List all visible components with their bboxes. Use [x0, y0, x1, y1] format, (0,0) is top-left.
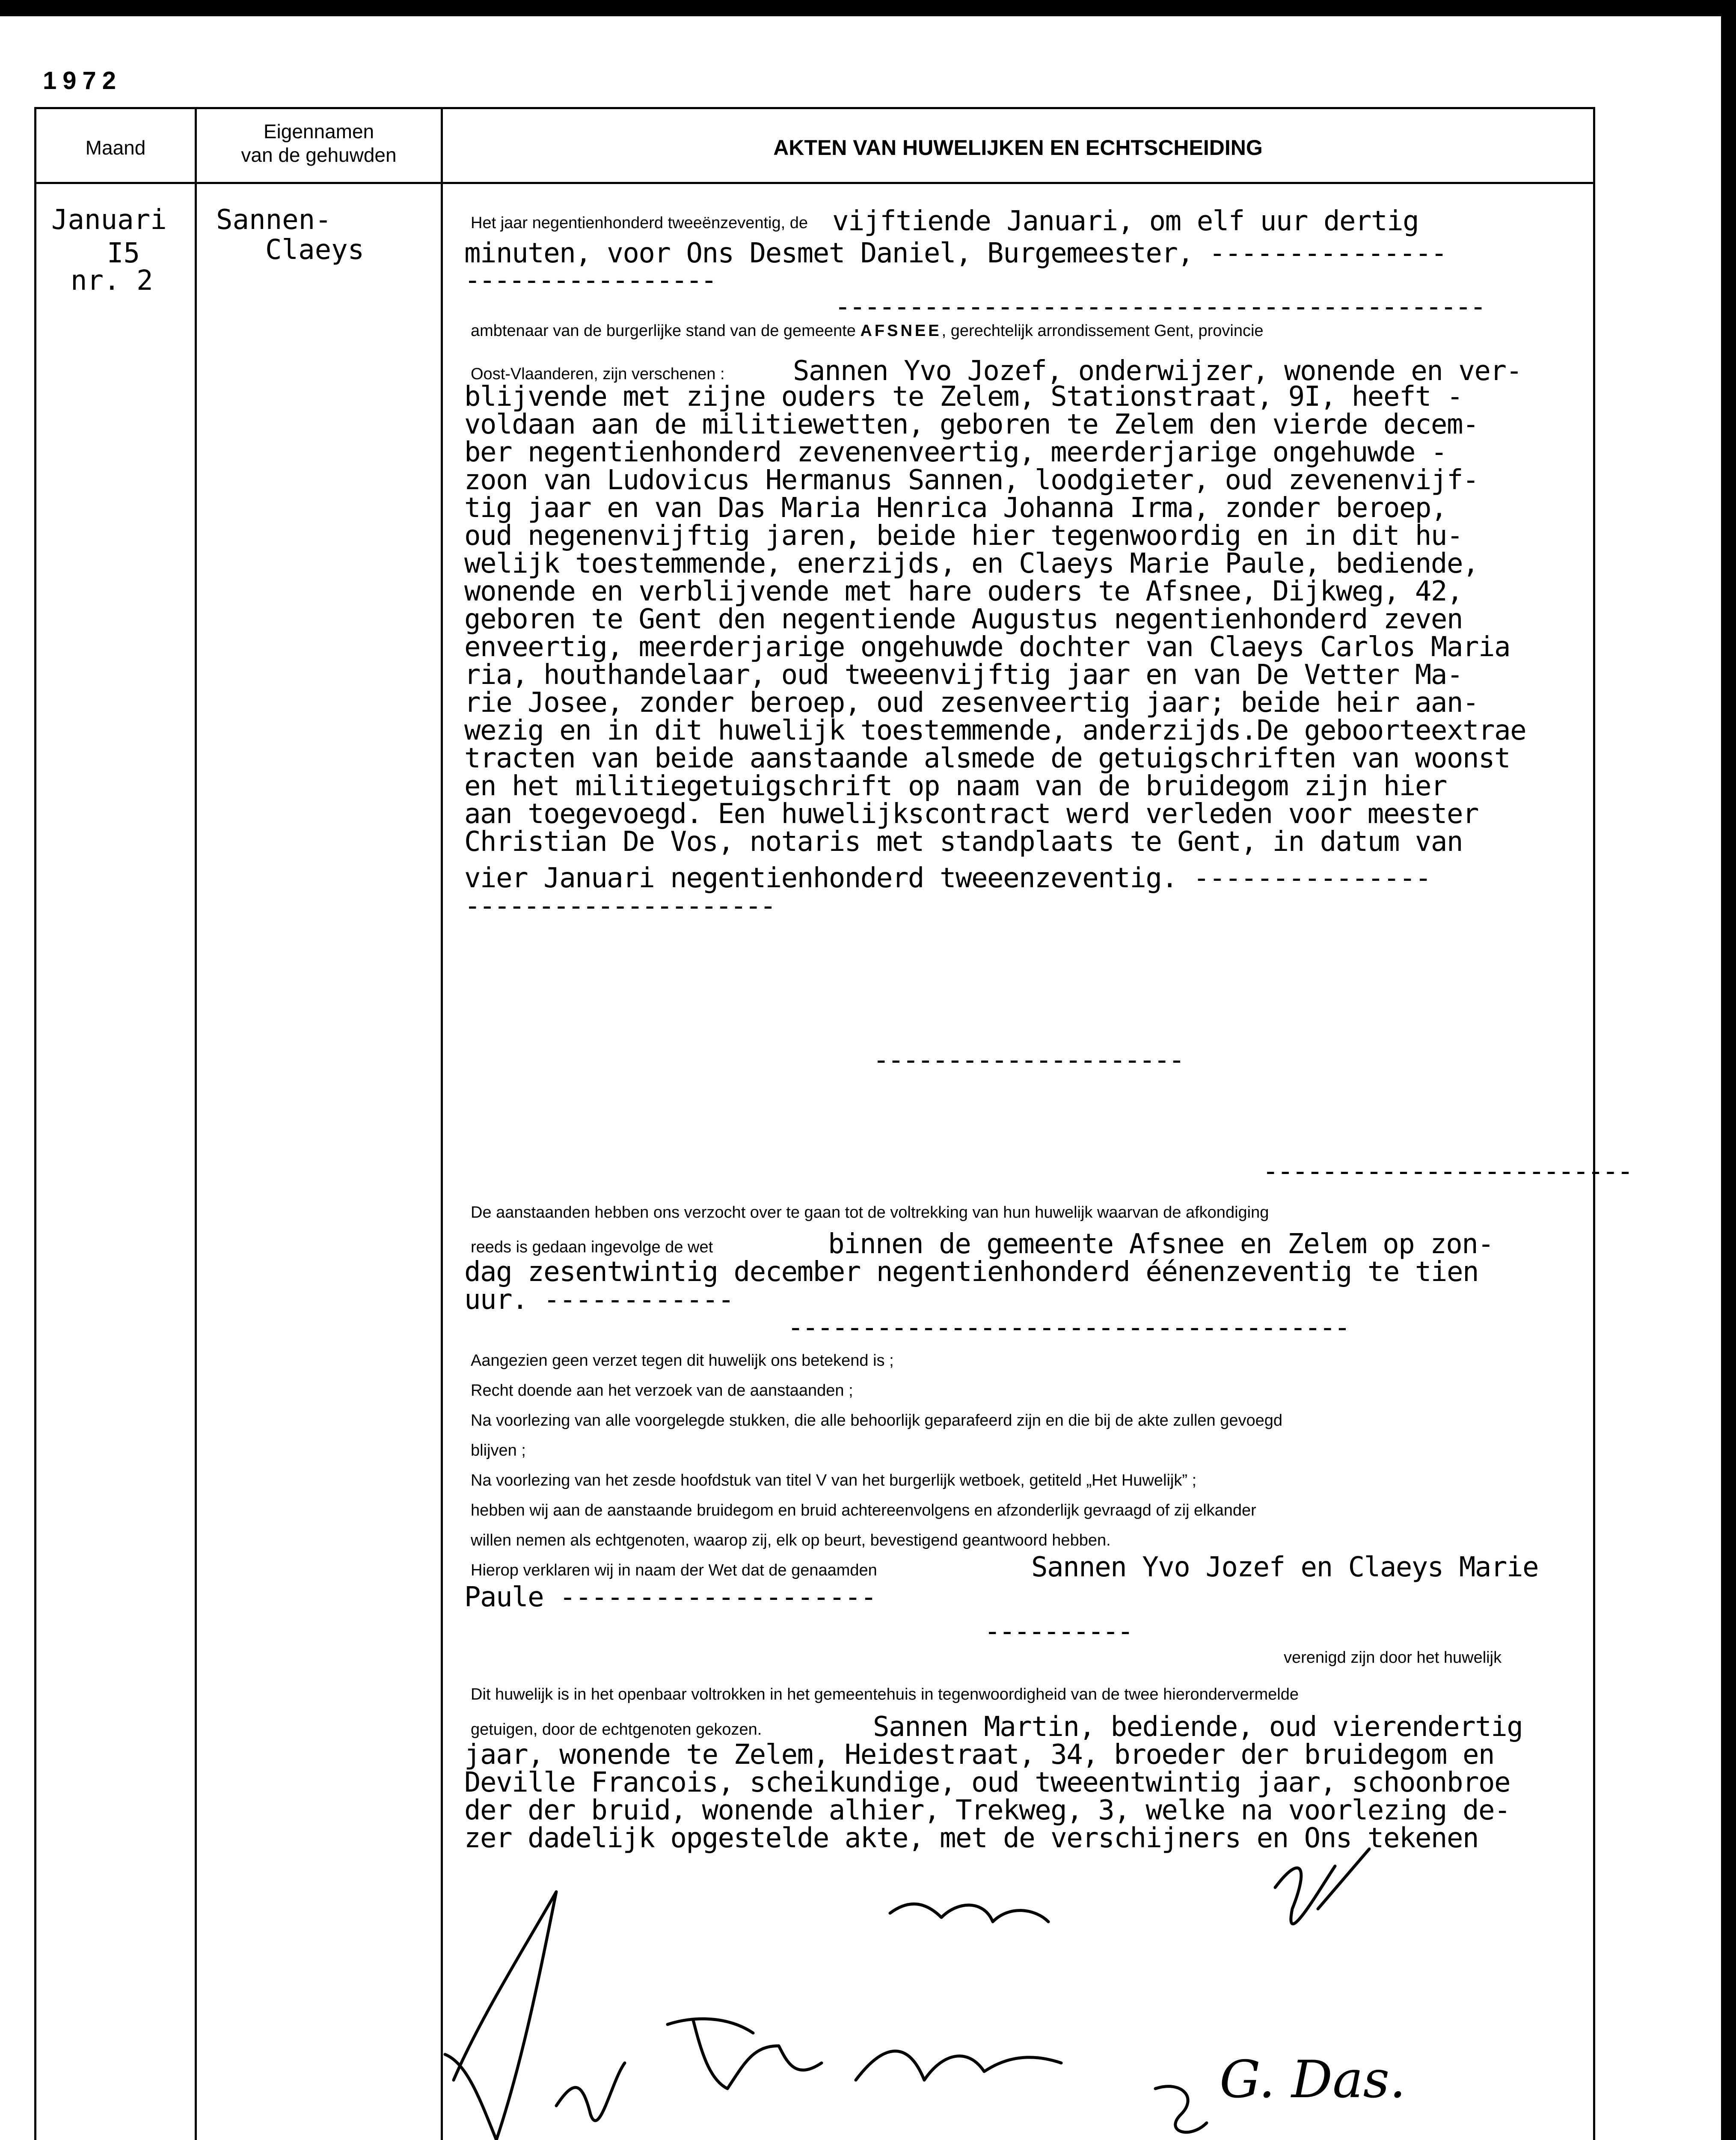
- act-line-pre: Aangezien geen verzet tegen dit huwelijk ons betekend is ;: [471, 1352, 894, 1370]
- act-line-typed: wonende en verblijvende met hare ouders te Afsnee, Dijkweg, 42,: [464, 576, 1463, 607]
- act-line-typed: Deville Francois, scheikundige, oud tweeentwintig jaar, schoonbroe: [464, 1767, 1510, 1798]
- signature-stroke-6: [1275, 1849, 1369, 1924]
- act-line-pre: De aanstaanden hebben ons verzocht over te gaan tot de voltrekking van hun huwelijk waarvan de afkondiging: [471, 1204, 1269, 1222]
- act-line-dashes: --------------------------------------------: [834, 291, 1485, 323]
- act-line-pre: willen nemen als echtgenoten, waarop zij, elk op beurt, bevestigend geantwoord hebben.: [471, 1531, 1111, 1549]
- act-line-typed: minuten, voor Ons Desmet Daniel, Burgemeester, ---------------: [464, 238, 1447, 269]
- act-line-dashes: -----------------: [464, 265, 716, 296]
- act-line-typed: zer dadelijk opgestelde akte, met de verschijners en Ons tekenen: [464, 1822, 1478, 1854]
- entry-number: nr. 2: [71, 265, 153, 297]
- act-line-typed: dag zesentwintig december negentienhonderd éénenzeventig te tien: [464, 1256, 1478, 1288]
- signature-stroke-4: [890, 1904, 1048, 1922]
- signature-stroke-5: [856, 2051, 1061, 2080]
- act-line-pre: hebben wij aan de aanstaande bruidegom en bruid achtereenvolgens en afzonderlijk gevraagd of zij elkander: [471, 1501, 1256, 1519]
- act-line-dashes: -------------------------: [1262, 1156, 1632, 1187]
- act-line-typed: geboren te Gent den negentiende Augustus negentienhonderd zeven: [464, 603, 1463, 635]
- act-line-typed: oud negenenvijftig jaren, beide hier tegenwoordig en in dit hu-: [464, 520, 1463, 552]
- header-month: Maand: [85, 137, 146, 159]
- act-line-typed: zoon van Ludovicus Hermanus Sannen, loodgieter, oud zevenenvijf-: [464, 464, 1478, 496]
- act-line-pre: Hierop verklaren wij in naam der Wet dat de genaamden: [471, 1561, 877, 1579]
- act-line-typed: ber negentienhonderd zevenenveertig, meerderjarige ongehuwde -: [464, 437, 1447, 468]
- act-line-typed: uur. ------------: [464, 1284, 734, 1316]
- act-line-typed: aan toegevoegd. Een huwelijkscontract werd verleden voor meester: [464, 798, 1478, 830]
- act-line-pre: Na voorlezing van het zesde hoofdstuk van titel V van het burgerlijk wetboek, getiteld „Het Huwelijk” ;: [471, 1471, 1197, 1489]
- act-line-typed: Sannen Yvo Jozef en Claeys Marie: [1031, 1552, 1538, 1583]
- act-line-typed: vijftiende Januari, om elf uur dertig: [832, 205, 1419, 237]
- act-line-pre: Het jaar negentienhonderd tweeënzeventig, de: [471, 214, 808, 232]
- act-line-typed: der der bruid, wonende alhier, Trekweg, 3, welke na voorlezing de-: [464, 1795, 1510, 1826]
- act-line-typed: ria, houthandelaar, oud tweeenvijftig jaar en van De Vetter Ma-: [464, 659, 1463, 691]
- table-left-rule: [34, 107, 36, 2140]
- act-line-pre: reeds is gedaan ingevolge de wet: [471, 1238, 713, 1256]
- act-line-pre: [471, 322, 1264, 340]
- act-line-typed: Sannen Yvo Jozef, onderwijzer, wonende en ver-: [793, 355, 1522, 387]
- signature-stroke-2: [556, 2063, 625, 2121]
- act-line-typed: en het militiegetuigschrift op naam van de bruidegom zijn hier: [464, 770, 1447, 802]
- act-line-typed: binnen de gemeente Afsnee en Zelem op zon-: [828, 1228, 1494, 1260]
- act-line-dashes: ---------------------: [873, 1044, 1184, 1076]
- page-border-right: [1721, 0, 1736, 2140]
- signatures-area: [428, 1840, 1583, 2140]
- register-year: 1972: [43, 67, 122, 95]
- signature-stroke-3: [668, 2019, 822, 2089]
- act-line-pre-part2: , gerechtelijk arrondissement Gent, provincie: [941, 322, 1264, 340]
- act-line-typed: tracten van beide aanstaande alsmede de getuigschriften van woonst: [464, 743, 1510, 774]
- col-divider-2: [441, 107, 443, 2140]
- act-line-typed: voldaan aan de militiewetten, geboren te Zelem den vierde decem-: [464, 409, 1478, 440]
- act-line-dashes: ----------: [984, 1616, 1132, 1647]
- act-line-pre: verenigd zijn door het huwelijk: [1284, 1649, 1502, 1667]
- act-line-typed: Sannen Martin, bediende, oud vierendertig: [873, 1711, 1523, 1743]
- act-line-typed: welijk toestemmende, enerzijds, en Claeys Marie Paule, bediende,: [464, 548, 1478, 580]
- signature-stroke-7: [1155, 2086, 1207, 2132]
- table-top-rule: [34, 107, 1595, 109]
- entry-name-2: Claeys: [265, 234, 365, 266]
- act-line-typed: blijvende met zijne ouders te Zelem, Stationstraat, 9I, heeft -: [464, 381, 1463, 413]
- act-line-pre: Na voorlezing van alle voorgelegde stukken, die alle behoorlijk geparafeerd zijn en die bij de akte zullen gevoegd: [471, 1412, 1283, 1430]
- header-title: AKTEN VAN HUWELIJKEN EN ECHTSCHEIDING: [773, 136, 1263, 160]
- signature-stroke-1: [445, 1892, 556, 2140]
- act-line-typed: wezig en in dit huwelijk toestemmende, anderzijds.De geboorteextrae: [464, 715, 1526, 746]
- act-line-typed: enveertig, meerderjarige ongehuwde dochter van Claeys Carlos Maria: [464, 631, 1510, 663]
- table-right-rule: [1593, 107, 1595, 2140]
- act-line-typed: tig jaar en van Das Maria Henrica Johanna Irma, zonder beroep,: [464, 492, 1447, 524]
- act-line-typed: Paule --------------------: [464, 1581, 876, 1613]
- act-line-typed: rie Josee, zonder beroep, oud zesenveertig jaar; beide heir aan-: [464, 687, 1478, 719]
- entry-month: Januari: [51, 204, 167, 236]
- act-line-pre: Dit huwelijk is in het openbaar voltrokken in het gemeentehuis in tegenwoordigheid van de twee hierondervermelde: [471, 1685, 1299, 1703]
- act-line-typed: jaar, wonende te Zelem, Heidestraat, 34, broeder der bruidegom en: [464, 1739, 1495, 1771]
- col-divider-1: [195, 107, 197, 2140]
- act-line-typed: vier Januari negentienhonderd tweeenzeventig. ---------------: [464, 862, 1431, 894]
- act-line-dashes: ---------------------: [464, 890, 775, 922]
- act-line-typed: Christian De Vos, notaris met standplaats te Gent, in datum van: [464, 826, 1463, 858]
- header-bottom-rule: [34, 182, 1595, 184]
- header-names-line1: Eigennamen: [263, 120, 374, 143]
- act-line-pre-part1: ambtenaar van de burgerlijke stand van de gemeente: [471, 322, 856, 340]
- municipality-name: AFSNEE: [860, 322, 942, 340]
- page-border-top: [0, 0, 1736, 16]
- act-line-pre: Oost-Vlaanderen, zijn verschenen :: [471, 365, 725, 383]
- act-line-dashes: --------------------------------------: [787, 1312, 1349, 1343]
- act-line-pre: getuigen, door de echtgenoten gekozen.: [471, 1721, 762, 1739]
- entry-day: I5: [107, 238, 140, 269]
- entry-name-1: Sannen-: [216, 204, 332, 236]
- act-line-pre: blijven ;: [471, 1442, 526, 1459]
- act-line-pre: Recht doende aan het verzoek van de aanstaanden ;: [471, 1382, 853, 1400]
- signature-das: G. Das.: [1220, 2050, 1406, 2110]
- header-names-line2: van de gehuwden: [241, 144, 397, 166]
